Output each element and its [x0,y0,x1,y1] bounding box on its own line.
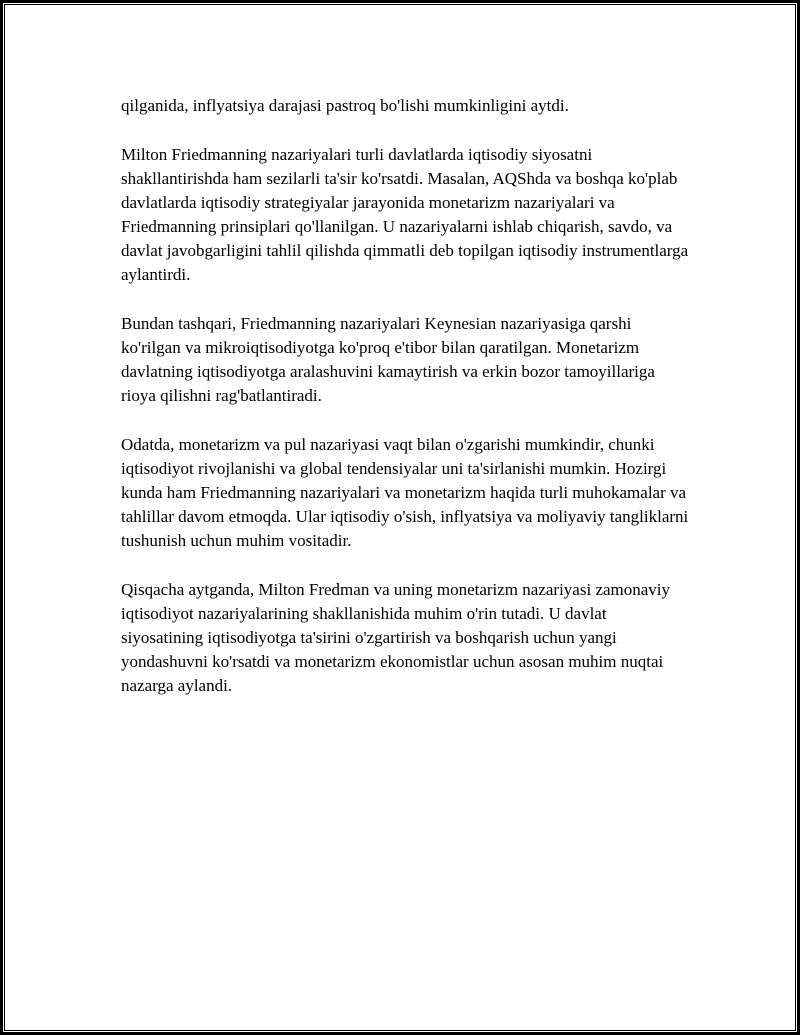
paragraph-1: qilganida, inflyatsiya darajasi pastroq bo'lishi mumkinligini aytdi. [121,96,569,115]
paragraph-5: Qisqacha aytganda, Milton Fredman va uning monetarizm nazariyasi zamonaviy iqtisodiyot nazariyalarining shakllanishida muhim o'rin tutadi. U davlat siyosatining iqtisodiyotga ta'sirini o'zgartirish va boshqarish uchun yangi yondashuvni ko'rsatdi va monetarizm ekonomistlar uchun asosan muhim nuqtai nazarga aylandi. [121,580,671,695]
document-body [121,94,691,723]
paragraph-3: Bundan tashqari, Friedmanning nazariyalari Keynesian nazariyasiga qarshi ko'rilgan va mikroiqtisodiyotga ko'proq e'tibor bilan qaratilgan. Monetarizm davlatning iqtisodiyotga aralashuvini kamaytirish va erkin bozor tamoyillariga rioya qilishni rag'batlantiradi. [121,314,655,405]
paragraph-2: Milton Friedmanning nazariyalari turli davlatlarda iqtisodiy siyosatni shakllantirishda ham sezilarli ta'sir ko'rsatdi. Masalan, AQShda va boshqa ko'plab davlatlarda iqtisodiy strategiyalar jarayonida monetarizm nazariyalari va Friedmanning prinsiplari qo'llanilgan. U nazariyalarni ishlab chiqarish, savdo, va davlat javobgarligini tahlil qilishda qimmatli deb topilgan iqtisodiy instrumentlarga aylantirdi. [121,145,689,284]
paragraph-4: Odatda, monetarizm va pul nazariyasi vaqt bilan o'zgarishi mumkindir, chunki iqtisodiyot rivojlanishi va global tendensiyalar uni ta'sirlanishi mumkin. Hozirgi kunda ham Friedmanning nazariyalari va monetarizm haqida turli muhokamalar va tahlillar davom etmoqda. Ular iqtisodiy o'sish, inflyatsiya va moliyaviy tangliklarni tushunish uchun muhim vositadir. [121,435,689,550]
